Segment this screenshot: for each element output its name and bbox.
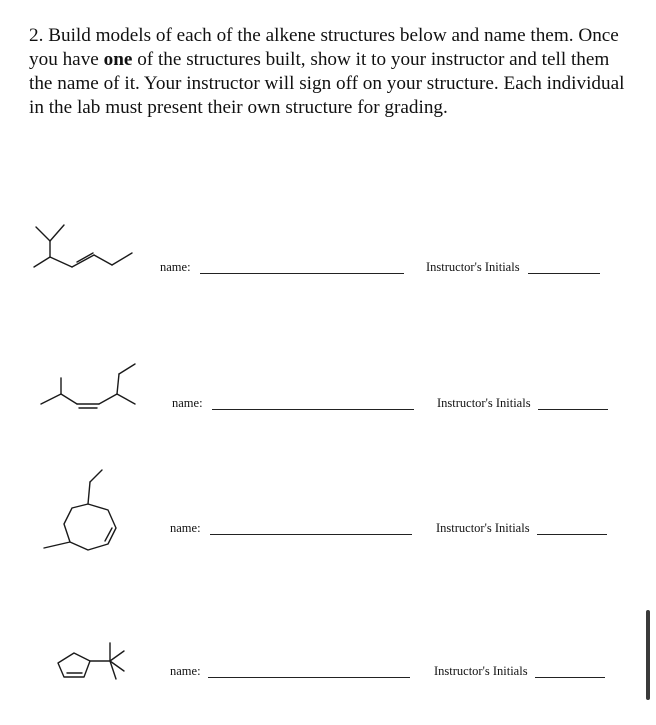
question-intro: 2. Build models of each of the alkene structures below and name them. Once you have — [29, 25, 619, 70]
alkene-structure-3 — [38, 462, 158, 562]
instructors-initials-label: Instructor's Initials — [436, 521, 530, 535]
scrollbar[interactable] — [646, 610, 650, 700]
name-label: name: — [170, 664, 201, 678]
name-answer-line[interactable] — [200, 273, 404, 274]
question-outro: of the structures built, show it to your instructor and tell them the name of it. Your instructor will sign off on your structure. Each individual in the lab must present their own structure for grading. — [29, 49, 625, 118]
structure-row-3 — [0, 460, 656, 580]
alkene-structure-1 — [28, 217, 148, 297]
structure-row-2 — [0, 340, 656, 460]
alkene-structure-4 — [44, 625, 164, 715]
question-emphasis: one — [103, 49, 133, 70]
name-label: name: — [172, 396, 203, 410]
name-label: name: — [170, 521, 201, 535]
instructors-initials-label: Instructor's Initials — [437, 396, 531, 410]
name-label: name: — [160, 260, 191, 274]
question-text — [29, 24, 629, 120]
name-answer-line[interactable] — [210, 534, 412, 535]
structure-row-4 — [0, 605, 656, 725]
name-answer-line[interactable] — [208, 677, 410, 678]
initials-answer-line[interactable] — [528, 273, 600, 274]
alkene-structure-2 — [35, 350, 155, 430]
instructors-initials-label: Instructor's Initials — [426, 260, 520, 274]
initials-answer-line[interactable] — [538, 409, 608, 410]
initials-answer-line[interactable] — [535, 677, 605, 678]
instructors-initials-label: Instructor's Initials — [434, 664, 528, 678]
initials-answer-line[interactable] — [537, 534, 607, 535]
name-answer-line[interactable] — [212, 409, 414, 410]
structure-row-1 — [0, 205, 656, 325]
